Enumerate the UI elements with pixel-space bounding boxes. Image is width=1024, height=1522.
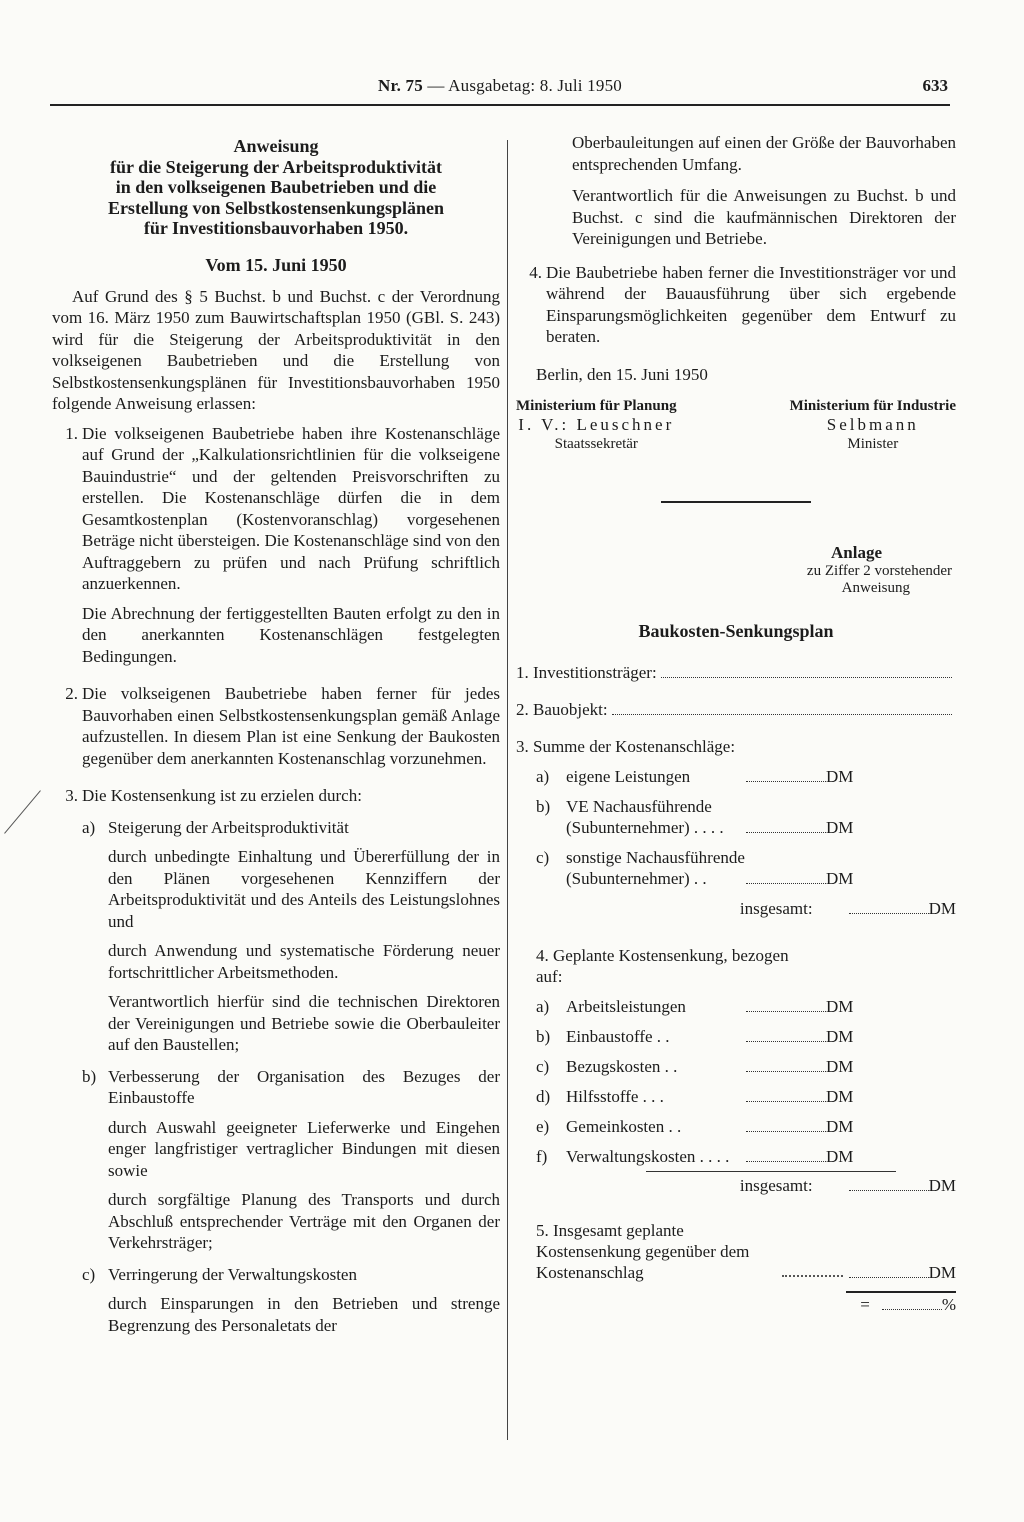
section-3	[52, 785, 500, 1336]
responsibility-paragraph: Verantwortlich für die Anweisungen zu Buchst. b und Buchst. c sind die kaufmännischen Direktoren der Vereinigungen und Betriebe.	[572, 186, 956, 248]
item-label: Arbeitsleistungen	[566, 997, 686, 1016]
sum-rule	[646, 1171, 896, 1172]
form-field-sum-heading	[516, 736, 956, 757]
fill-line	[849, 1189, 929, 1191]
sum-item-own	[536, 766, 956, 787]
item-letter: a)	[536, 997, 550, 1016]
issue-number: Nr. 75	[378, 76, 423, 95]
subsection-a-paragraph-2: durch Anwendung und systematische Förderung neuer fortschrittlicher Arbeitsmethoden.	[108, 941, 500, 982]
subsection-letter: a)	[82, 817, 96, 837]
title-line-5: für Investitionsbauvorhaben 1950.	[143, 218, 409, 238]
item-letter: b)	[536, 797, 551, 816]
intro-paragraph: Auf Grund des § 5 Buchst. b und Buchst. c der Verordnung vom 16. März 1950 zum Bauwirtschaftsplan 1950 (GBl. S. 243) wird für die Steigerung der Arbeitsproduktivität in den volkseigenen Baubetrieben und die Erstellung von Selbstkostensenkungsplänen für Investitionsbauvorhaben 1950 folgende Anweisung erlassen:	[52, 286, 500, 413]
title-line-3: in den volkseigenen Baubetrieben und die	[115, 177, 437, 197]
annex-title: Anlage	[831, 543, 882, 562]
reduction-item-procurement	[536, 1056, 956, 1077]
item-letter: f)	[536, 1147, 548, 1166]
amount-field	[746, 1086, 853, 1107]
amount-field	[746, 1116, 853, 1137]
amount-field	[746, 1146, 853, 1167]
section-number: 4.	[529, 262, 542, 282]
subsection-letter: b)	[82, 1066, 97, 1086]
item-label: sonstige Nachausführende (Subunternehmer) . .	[566, 848, 745, 888]
signature-industry	[790, 397, 956, 453]
signatures	[516, 397, 956, 453]
signatory-role: Minister	[847, 436, 899, 452]
subsection-b-paragraph-2: durch sorgfältige Planung des Transports und durch Abschluß entsprechender Verträge mit den Organen der Verkehrsträger;	[108, 1190, 500, 1252]
amount-field	[746, 847, 853, 889]
fill-line	[661, 676, 952, 678]
unit-dm: DM	[826, 1027, 854, 1046]
amount-field	[746, 766, 853, 787]
annex-reference-1: zu Ziffer 2 vorstehender	[806, 563, 952, 579]
fill-line	[882, 1308, 942, 1310]
amount-field	[746, 996, 853, 1017]
form-field-reduction-heading	[516, 945, 796, 987]
title-line-1: Anweisung	[233, 136, 319, 156]
sum-item-other	[536, 847, 956, 889]
subsection-a-paragraph-1: durch unbedingte Einhaltung und Übererfüllung der in den Plänen vorgesehenen Kennziffern der Arbeitsproduktivität und des Anteils des Leistungslohnes und	[108, 847, 500, 931]
section-2-paragraph: Die volkseigenen Baubetriebe haben ferner für jedes Bauvorhaben einen Selbstkostensenkungsplan gemäß Anlage aufzustellen. In diesem Plan ist eine Senkung der Baukosten gegenüber dem anerkannten Kostenanschlag vorzunehmen.	[82, 684, 500, 768]
place-and-date: Berlin, den 15. Juni 1950	[536, 364, 708, 384]
separator-rule	[661, 501, 811, 503]
item-label: Einbaustoffe . .	[566, 1027, 670, 1046]
plan-title: Baukosten-Senkungsplan	[638, 621, 834, 641]
left-column	[52, 136, 500, 1336]
signature-planning	[516, 397, 677, 453]
amount-field	[849, 1262, 956, 1283]
reduction-item-labor	[536, 996, 956, 1017]
unit-dm: DM	[826, 1057, 854, 1076]
unit-dm: DM	[826, 869, 854, 888]
total-label: insgesamt:	[739, 899, 813, 918]
field-label: 5. Insgesamt geplante Kostensenkung gegenüber dem Kostenanschlag	[536, 1221, 750, 1282]
section-4	[516, 262, 956, 348]
percent-sign: %	[941, 1295, 956, 1314]
subsection-b-paragraph-1: durch Auswahl geeigneter Lieferwerke und Eingehen enger langfristiger vertraglicher Bindungen mit diesen sowie	[108, 1117, 500, 1180]
title-line-4: Erstellung von Selbstkostensenkungsplänen	[107, 197, 445, 218]
section-1-paragraph-2: Die Abrechnung der fertiggestellten Bauten erfolgt zu den in den anerkannten Kostenanschlägen festgelegten Bedingungen.	[82, 603, 500, 666]
field-label: 4. Geplante Kostensenkung, bezogen auf:	[536, 946, 789, 986]
equals-sign: =	[860, 1295, 870, 1314]
unit-dm: DM	[826, 997, 854, 1016]
unit-dm: DM	[928, 1263, 956, 1282]
subsection-a-paragraph-3: Verantwortlich hierfür sind die technischen Direktoren der Vereinigungen und Betriebe sowie die Oberbauleiter auf den Baustellen;	[108, 992, 500, 1054]
column-divider	[507, 140, 508, 1440]
page-number: 633	[922, 76, 948, 95]
section-number: 1.	[65, 423, 78, 443]
reduction-item-administration	[536, 1146, 956, 1167]
item-letter: a)	[536, 767, 550, 786]
subsection-c-continuation: Oberbauleitungen auf einen der Größe der Bauvorhaben entsprechenden Umfang.	[572, 133, 956, 174]
document-date: Vom 15. Juni 1950	[205, 254, 347, 275]
subsection-c-heading: Verringerung der Verwaltungskosten	[108, 1264, 357, 1284]
signatory-name: I. V.: Leuschner	[518, 415, 675, 434]
subsection-a	[82, 817, 500, 1056]
header-text	[50, 76, 950, 96]
ministry-name: Ministerium für Industrie	[789, 398, 956, 414]
subsection-letter: c)	[82, 1264, 96, 1284]
unit-dm: DM	[826, 1087, 854, 1106]
subsection-b	[82, 1066, 500, 1254]
item-letter: d)	[536, 1087, 551, 1106]
item-label: Bezugskosten . .	[566, 1057, 678, 1076]
annex-reference-2: Anweisung	[841, 580, 910, 596]
section-1-paragraph-1: Die volkseigenen Baubetriebe haben ihre Kostenanschläge auf Grund der „Kalkulationsrichtlinien für die volkseigene Bauindustrie“ und der geltenden Preisvorschriften zu erstellen. Die Kostenanschläge dürfen die in dem Gesamtkostenplan (Kostenvoranschlag) vorgesehenen Beträge nicht übersteigen. Die Kostenanschläge sind von den Auftraggebern zu prüfen und nach Prüfung schriftlich anzuerkennen.	[82, 423, 500, 593]
reduction-total	[516, 1176, 956, 1196]
subsection-b-heading: Verbesserung der Organisation des Bezuges der Einbaustoffe	[108, 1066, 500, 1107]
section-4-paragraph: Die Baubetriebe haben ferner die Investitionsträger vor und während der Bauausführung über sich ergebende Einsparungsmöglichkeiten gegenüber dem Entwurf zu beraten.	[546, 262, 956, 346]
signatory-name: Selbmann	[826, 415, 919, 434]
ministry-name: Ministerium für Planung	[516, 398, 677, 414]
item-label: eigene Leistungen	[566, 767, 691, 786]
unit-dm: DM	[928, 1176, 956, 1195]
item-letter: c)	[536, 848, 550, 867]
subsection-a-heading: Steigerung der Arbeitsproduktivität	[108, 817, 349, 837]
form-field-object	[516, 699, 956, 720]
section-1	[52, 423, 500, 668]
title-line-2: für die Steigerung der Arbeitsproduktivität	[109, 156, 442, 177]
section-3-lead: Die Kostensenkung ist zu erzielen durch:	[82, 786, 362, 805]
item-label: Verwaltungskosten . . . .	[566, 1147, 730, 1166]
fill-line	[849, 912, 929, 914]
item-letter: b)	[536, 1027, 551, 1046]
reduction-item-auxiliary	[536, 1086, 956, 1107]
section-number: 2.	[65, 684, 78, 703]
sum-item-ve	[536, 796, 956, 838]
fill-line	[612, 713, 952, 715]
amount-field	[746, 1026, 853, 1047]
unit-dm: DM	[826, 767, 854, 786]
field-label: 3. Summe der Kostenanschläge:	[516, 737, 736, 756]
leader-dots	[782, 1274, 843, 1277]
total-label: insgesamt:	[739, 1176, 813, 1195]
item-letter: e)	[536, 1117, 550, 1136]
unit-dm: DM	[826, 818, 854, 837]
sum-total	[516, 899, 956, 919]
form-field-total-reduction	[516, 1220, 956, 1283]
sum-breakdown	[536, 766, 956, 889]
field-label: 1. Investitionsträger:	[516, 663, 657, 682]
section-2	[52, 683, 500, 769]
subsection-c-paragraph-1: durch Einsparungen in den Betrieben und strenge Begrenzung des Personaletats der	[108, 1294, 500, 1335]
item-letter: c)	[536, 1057, 550, 1076]
section-number: 3.	[65, 786, 78, 805]
reduction-breakdown	[536, 996, 956, 1167]
item-label: Gemeinkosten . .	[566, 1117, 682, 1136]
unit-dm: DM	[826, 1117, 854, 1136]
stray-mark	[4, 790, 41, 834]
reduction-item-materials	[536, 1026, 956, 1047]
amount-field	[746, 796, 853, 838]
item-label: VE Nachausführende (Subunternehmer) . . . .	[566, 797, 724, 837]
amount-field	[746, 1056, 853, 1077]
unit-dm: DM	[826, 1147, 854, 1166]
page-header	[50, 74, 950, 106]
reduction-item-overhead	[536, 1116, 956, 1137]
signatory-role: Staatssekretär	[554, 436, 638, 452]
subsection-c	[82, 1264, 500, 1337]
percent-row	[846, 1291, 956, 1315]
form-field-investor	[516, 662, 956, 683]
right-column	[516, 132, 956, 1315]
field-label: 2. Bauobjekt:	[516, 700, 608, 719]
header-separator: —	[427, 76, 445, 95]
item-label: Hilfsstoffe . . .	[566, 1087, 664, 1106]
unit-dm: DM	[928, 899, 956, 918]
issue-date: Ausgabetag: 8. Juli 1950	[448, 76, 622, 95]
